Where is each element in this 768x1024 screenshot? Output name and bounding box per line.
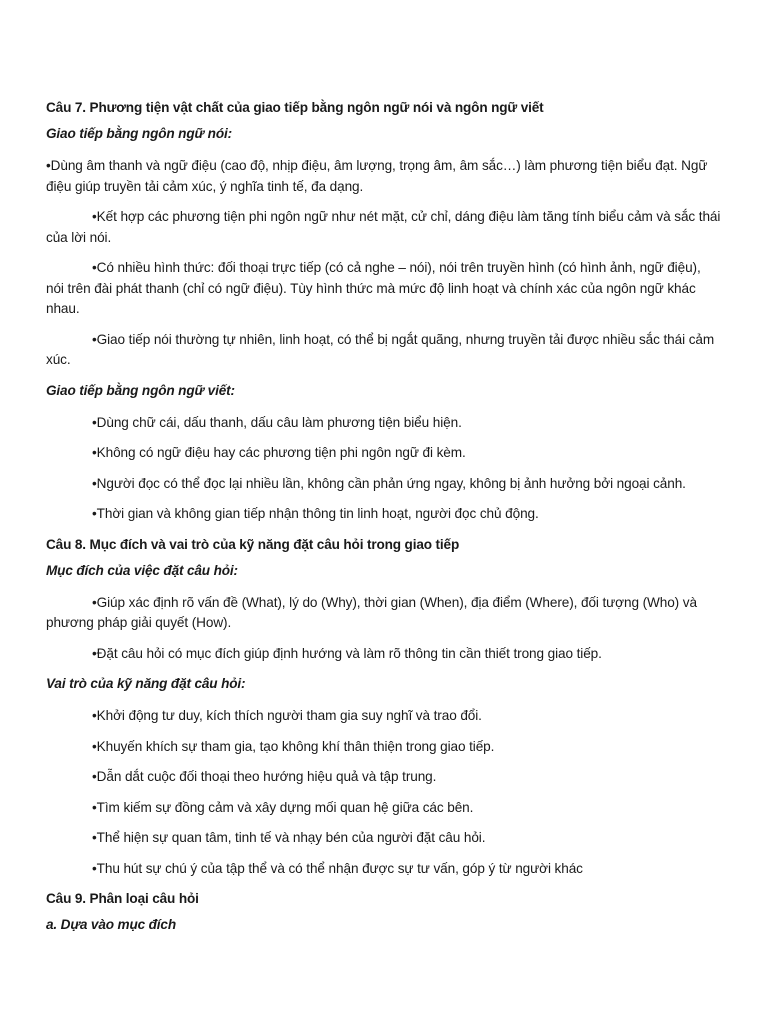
paragraph-written-4: •Thời gian và không gian tiếp nhận thông tin linh hoạt, người đọc chủ động. — [92, 506, 539, 521]
paragraph-role-3: •Dẫn dắt cuộc đối thoại theo hướng hiệu quả và tập trung. — [92, 769, 437, 784]
paragraph-role-5: •Thể hiện sự quan tâm, tinh tế và nhạy bén của người đặt câu hỏi. — [92, 830, 486, 845]
section-title-q7: Câu 7. Phương tiện vật chất của giao tiếp bằng ngôn ngữ nói và ngôn ngữ viết — [46, 100, 544, 115]
section-title-q8: Câu 8. Mục đích và vai trò của kỹ năng đặt câu hỏi trong giao tiếp — [46, 536, 460, 552]
paragraph-spoken-4: •Giao tiếp nói thường tự nhiên, linh hoạt, có thể bị ngắt quãng, nhưng truyền tải được nhiều sắc thái cảm xúc. — [46, 331, 715, 367]
subheading-role: Vai trò của kỹ năng đặt câu hỏi: — [46, 676, 246, 691]
paragraph-role-2: •Khuyến khích sự tham gia, tạo không khí thân thiện trong giao tiếp. — [92, 738, 495, 754]
subheading-written-language: Giao tiếp bằng ngôn ngữ viết: — [46, 382, 235, 398]
paragraph-purpose-2: •Đặt câu hỏi có mục đích giúp định hướng và làm rõ thông tin cần thiết trong giao tiếp. — [92, 645, 602, 661]
paragraph-role-1: •Khởi động tư duy, kích thích người tham gia suy nghĩ và trao đổi. — [92, 708, 482, 723]
paragraph-spoken-2: •Kết hợp các phương tiện phi ngôn ngữ như nét mặt, cử chỉ, dáng điệu làm tăng tính biểu cảm và sắc thái của lời nói. — [46, 209, 721, 245]
subheading-by-purpose: a. Dựa vào mục đích — [46, 917, 176, 932]
section-title-q9: Câu 9. Phân loại câu hỏi — [46, 891, 199, 906]
paragraph-written-3: •Người đọc có thể đọc lại nhiều lần, không cần phản ứng ngay, không bị ảnh hưởng bởi ngoại cảnh. — [92, 475, 686, 491]
paragraph-purpose-1: •Giúp xác định rõ vấn đề (What), lý do (Why), thời gian (When), địa điểm (Where), đối tượng (Who) và phương pháp giải quyết (How). — [46, 594, 697, 630]
paragraph-spoken-1: •Dùng âm thanh và ngữ điệu (cao độ, nhịp điệu, âm lượng, trọng âm, âm sắc…) làm phương tiện biểu đạt. Ngữ điệu giúp truyền tải cảm xúc, ý nghĩa tinh tế, đa dạng. — [46, 158, 708, 194]
paragraph-role-6: •Thu hút sự chú ý của tập thể và có thể nhận được sự tư vấn, góp ý từ người khác — [92, 860, 583, 876]
subheading-purpose: Mục đích của việc đặt câu hỏi: — [46, 562, 238, 578]
paragraph-spoken-3: •Có nhiều hình thức: đối thoại trực tiếp (có cả nghe – nói), nói trên truyền hình (có hình ảnh, ngữ điệu), nói trên đài phát thanh (chỉ có ngữ điệu). Tùy hình thức mà mức độ linh hoạt và chính xác của ngôn ngữ khác nhau. — [46, 260, 701, 316]
paragraph-written-1: •Dùng chữ cái, dấu thanh, dấu câu làm phương tiện biểu hiện. — [92, 414, 462, 430]
paragraph-written-2: •Không có ngữ điệu hay các phương tiện phi ngôn ngữ đi kèm. — [92, 445, 466, 460]
subheading-spoken-language: Giao tiếp bằng ngôn ngữ nói: — [46, 126, 232, 141]
paragraph-role-4: •Tìm kiếm sự đồng cảm và xây dựng mối quan hệ giữa các bên. — [92, 799, 474, 815]
